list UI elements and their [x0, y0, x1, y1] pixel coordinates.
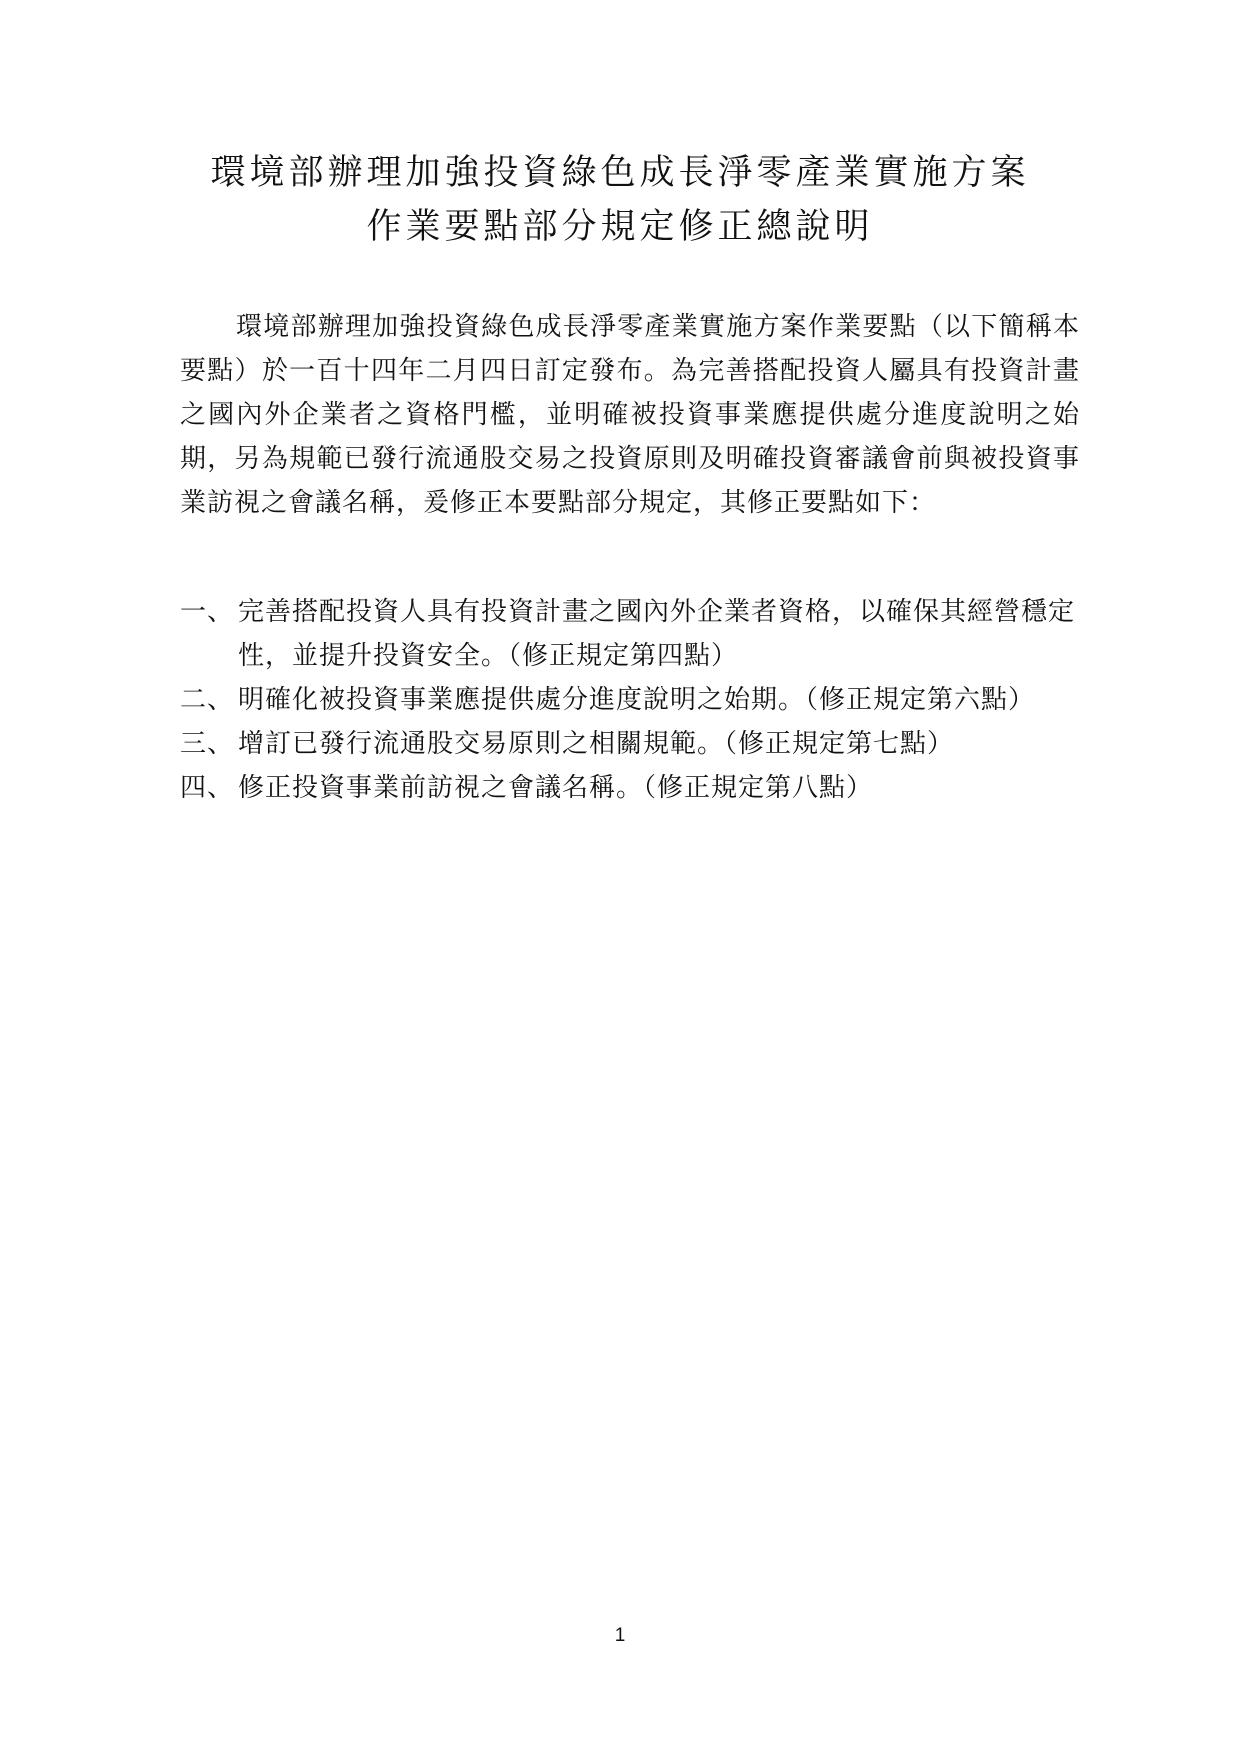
intro-paragraph: 環境部辦理加強投資綠色成長淨零產業實施方案作業要點（以下簡稱本要點）於一百十四年二月四日訂定發布。為完善搭配投資人屬具有投資計畫之國內外企業者之資格門檻，並明確被投資事業應提供處分進度說明之始期，另為規範已發行流通股交易之投資原則及明確投資審議會前與被投資事業訪視之會議名稱，爰修正本要點部分規定，其修正要點如下：: [180, 312, 1080, 518]
list-item-text: 增訂已發行流通股交易原則之相關規範。（修正規定第七點）: [238, 729, 955, 759]
list-item: [180, 722, 1080, 766]
list-item: [180, 766, 1080, 810]
list-item-text: 完善搭配投資人具有投資計畫之國內外企業者資格，以確保其經營穩定性，並提升投資安全。（修正規定第四點）: [238, 597, 1076, 671]
title-line-1: 環境部辦理加強投資綠色成長淨零產業實施方案: [210, 153, 1030, 193]
amendment-list: [180, 590, 1080, 810]
list-item-number: 三、: [180, 729, 235, 759]
list-item: [180, 590, 1080, 678]
list-item-number: 一、: [180, 597, 235, 627]
list-item: [180, 678, 1080, 722]
title-line-2: 作業要點部分規定修正總說明: [366, 207, 874, 247]
page-number: 1: [614, 1625, 626, 1646]
list-item-number: 四、: [180, 773, 235, 803]
list-item-text: 明確化被投資事業應提供處分進度說明之始期。（修正規定第六點）: [238, 685, 1036, 715]
list-item-number: 二、: [180, 685, 235, 715]
list-item-text: 修正投資事業前訪視之會議名稱。（修正規定第八點）: [238, 773, 874, 803]
